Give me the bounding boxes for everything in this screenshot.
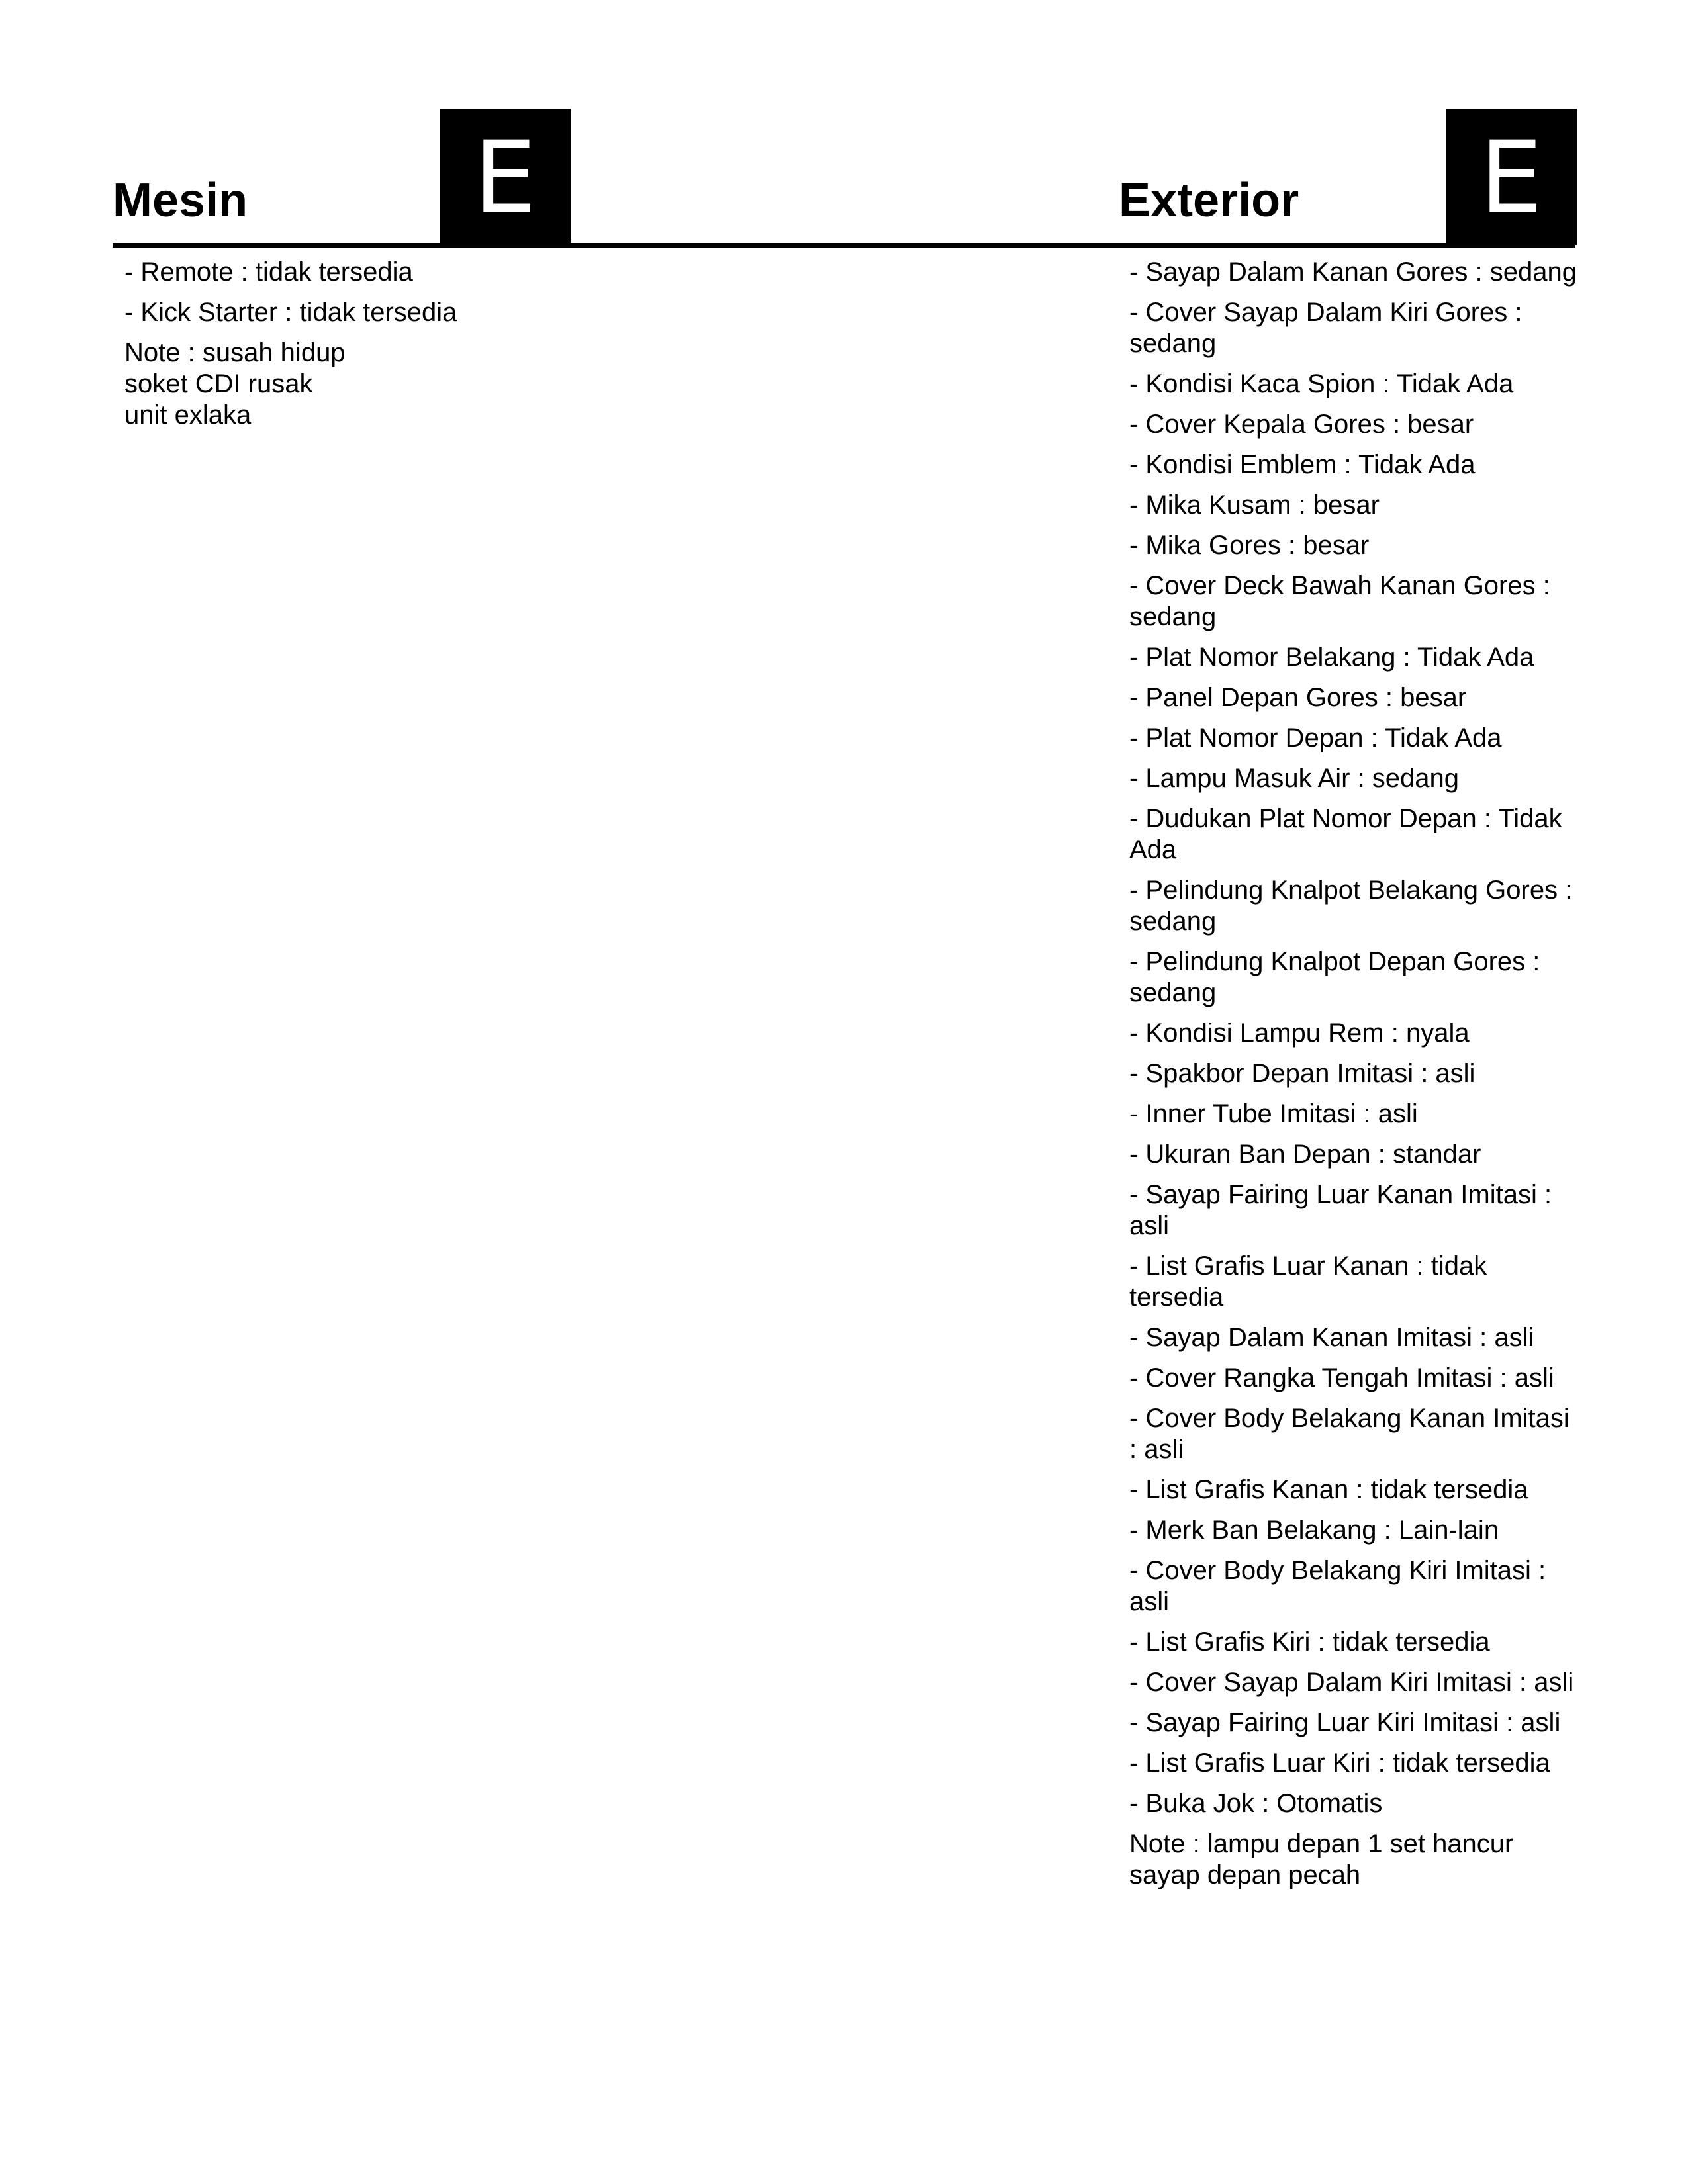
- list-item: - Sayap Dalam Kanan Gores : sedang: [1129, 257, 1577, 287]
- list-item: - Lampu Masuk Air : sedang: [1129, 764, 1460, 793]
- list-item: - List Grafis Luar Kiri : tidak tersedia: [1129, 1749, 1550, 1778]
- mesin-section-title: Mesin: [113, 174, 248, 227]
- list-item: - List Grafis Kanan : tidak tersedia: [1129, 1475, 1528, 1504]
- list-item: - Pelindung Knalpot Belakang Gores : sedang: [1129, 876, 1573, 936]
- list-item: - Cover Rangka Tengah Imitasi : asli: [1129, 1363, 1554, 1392]
- list-item: - Cover Kepala Gores : besar: [1129, 410, 1474, 439]
- list-item: - Buka Jok : Otomatis: [1129, 1789, 1383, 1818]
- list-item: - Cover Deck Bawah Kanan Gores : sedang: [1129, 571, 1550, 631]
- list-item: - List Grafis Luar Kanan : tidak tersedia: [1129, 1251, 1487, 1312]
- exterior-grade-badge: E: [1446, 109, 1577, 245]
- mesin-grade-badge: E: [440, 109, 571, 245]
- list-item: - Kick Starter : tidak tersedia: [124, 298, 457, 327]
- note-line: Note : lampu depan 1 set hancur: [1129, 1829, 1514, 1858]
- list-item: - Cover Body Belakang Kiri Imitasi : asli: [1129, 1556, 1546, 1616]
- list-item: - Remote : tidak tersedia: [124, 257, 413, 287]
- list-item: - List Grafis Kiri : tidak tersedia: [1129, 1627, 1490, 1657]
- list-item: - Spakbor Depan Imitasi : asli: [1129, 1059, 1476, 1088]
- list-item: - Cover Body Belakang Kanan Imitasi : asli: [1129, 1404, 1570, 1464]
- mesin-note: [124, 338, 535, 431]
- list-item: - Dudukan Plat Nomor Depan : Tidak Ada: [1129, 804, 1562, 864]
- exterior-note: [1129, 1829, 1579, 1891]
- list-item: - Merk Ban Belakang : Lain-lain: [1129, 1516, 1499, 1545]
- header-rule: [113, 243, 1575, 248]
- list-item: - Sayap Fairing Luar Kanan Imitasi : asli: [1129, 1180, 1552, 1240]
- list-item: - Sayap Fairing Luar Kiri Imitasi : asli: [1129, 1708, 1561, 1737]
- exterior-item-list: [1129, 257, 1579, 1900]
- note-line: Note : susah hidup: [124, 338, 346, 367]
- note-line: soket CDI rusak: [124, 369, 313, 398]
- list-item: - Pelindung Knalpot Depan Gores : sedang: [1129, 947, 1540, 1007]
- list-item: - Mika Gores : besar: [1129, 531, 1370, 560]
- list-item: - Kondisi Lampu Rem : nyala: [1129, 1019, 1470, 1048]
- list-item: - Panel Depan Gores : besar: [1129, 683, 1467, 712]
- exterior-section-title: Exterior: [1119, 174, 1299, 227]
- list-item: - Kondisi Emblem : Tidak Ada: [1129, 450, 1476, 479]
- list-item: - Plat Nomor Depan : Tidak Ada: [1129, 723, 1502, 752]
- list-item: - Kondisi Kaca Spion : Tidak Ada: [1129, 369, 1514, 398]
- list-item: - Inner Tube Imitasi : asli: [1129, 1099, 1418, 1128]
- mesin-item-list: [124, 257, 535, 440]
- list-item: - Sayap Dalam Kanan Imitasi : asli: [1129, 1323, 1534, 1352]
- note-line: sayap depan pecah: [1129, 1860, 1361, 1889]
- list-item: - Cover Sayap Dalam Kiri Imitasi : asli: [1129, 1668, 1574, 1697]
- list-item: - Plat Nomor Belakang : Tidak Ada: [1129, 643, 1534, 672]
- list-item: - Mika Kusam : besar: [1129, 490, 1380, 520]
- note-line: unit exlaka: [124, 400, 252, 430]
- list-item: - Cover Sayap Dalam Kiri Gores : sedang: [1129, 298, 1523, 358]
- list-item: - Ukuran Ban Depan : standar: [1129, 1140, 1481, 1169]
